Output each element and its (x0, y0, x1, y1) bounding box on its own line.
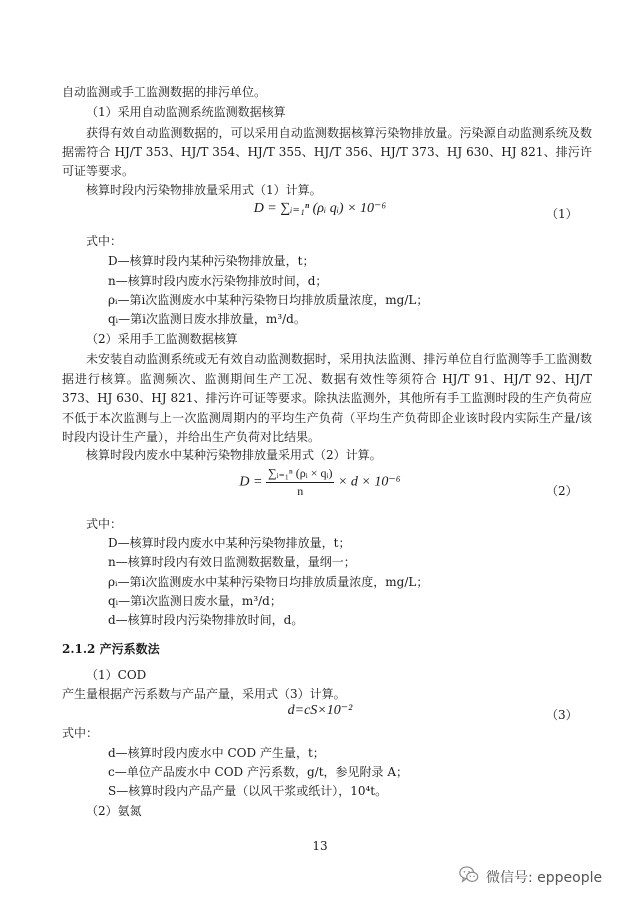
variable-definition: ρᵢ—第i次监测废水中某种污染物日均排放质量浓度，mg/L； (108, 575, 429, 589)
variable-definition: d—核算时段内污染物排放时间，d。 (108, 613, 304, 627)
text-line: 式中： (62, 726, 99, 740)
variable-definition: n—核算时段内废水污染物排放时间，d； (108, 274, 328, 288)
text-line: 式中： (86, 517, 123, 531)
variable-definition: qᵢ—第i次监测日废水量，m³/d； (108, 594, 282, 608)
text-line: 核算时段内废水中某种污染物排放量采用式（2）计算。 (86, 448, 382, 462)
watermark-text: 微信号: eppeople (486, 870, 603, 886)
equation-number: （1） (546, 207, 578, 221)
formula-2 (0, 466, 640, 499)
variable-definition: c—单位产品废水中 COD 产污系数，g/t，参见附录 A； (108, 765, 409, 779)
section-heading: （1）COD (86, 668, 147, 682)
formula-2-left: D = (239, 474, 263, 490)
text-line: 自动监测或手工监测数据的排污单位。 (62, 85, 267, 99)
formula-3: d=cS×10⁻² (287, 703, 353, 718)
page-number: 13 (312, 839, 328, 853)
formula-1: D = ∑ᵢ₌₁ⁿ (ρᵢ qᵢ) × 10⁻⁶ (253, 201, 387, 216)
formula-2-denominator: n (297, 484, 304, 498)
variable-definition: D—核算时段内废水中某种污染物排放量，t； (108, 536, 351, 550)
formula-2-numerator: ∑ᵢ₌₁ⁿ (ρᵢ × qᵢ) (266, 466, 335, 483)
paragraph: 未安装自动监测系统或无有效自动监测数据时，采用执法监测、排污单位自行监测等手工监测数据进行核算。监测频次、监测期间生产工况、数据有效性等须符合 HJ/T 91、HJ/T 92、HJ/T 373、HJ 630、HJ 821、排污许可证等要求。除执法监测外，其他所有手工监测时段的生产负荷应不低于本次监测与上一次监测周期内的平均生产负荷（平均生产负荷即企业该时段内实际生产量/该时段内设计生产量），并给出生产负荷对比结果。 (62, 352, 593, 444)
variable-definition: ρᵢ—第i次监测废水中某种污染物日均排放质量浓度，mg/L； (108, 293, 429, 307)
text-line: 式中： (86, 234, 123, 248)
section-heading: （1）采用自动监测系统监测数据核算 (86, 105, 286, 119)
variable-definition: n—核算时段内有效日监测数据数量，量纲一； (108, 555, 356, 569)
variable-definition: d—核算时段内废水中 COD 产生量，t； (108, 746, 325, 760)
section-heading: （2）采用手工监测数据核算 (86, 332, 238, 346)
section-heading: （2）氨氮 (86, 804, 142, 818)
variable-definition: qᵢ—第i次监测日废水排放量，m³/d。 (108, 312, 306, 326)
variable-definition: D—核算时段内某种污染物排放量，t； (108, 254, 315, 268)
formula-2-right: × d × 10⁻⁶ (337, 474, 401, 490)
variable-definition: S—核算时段内产品产量（以风干浆或纸计），10⁴t。 (108, 784, 388, 798)
subsection-heading: 2.1.2 产污系数法 (62, 642, 160, 656)
wechat-icon (458, 864, 480, 890)
text-line: 核算时段内污染物排放量采用式（1）计算。 (86, 183, 322, 197)
paragraph: 获得有效自动监测数据的，可以采用自动监测数据核算污染物排放量。污染源自动监测系统及数据需符合 HJ/T 353、HJ/T 354、HJ/T 355、HJ/T 356、HJ/T 373、HJ 630、HJ 821、排污许可证等要求。 (62, 126, 592, 178)
watermark (458, 866, 602, 888)
formula-2-fraction (266, 466, 335, 499)
equation-number: （3） (546, 708, 578, 722)
equation-number: （2） (546, 484, 578, 498)
text-line: 产生量根据产污系数与产品产量，采用式（3）计算。 (62, 687, 346, 701)
